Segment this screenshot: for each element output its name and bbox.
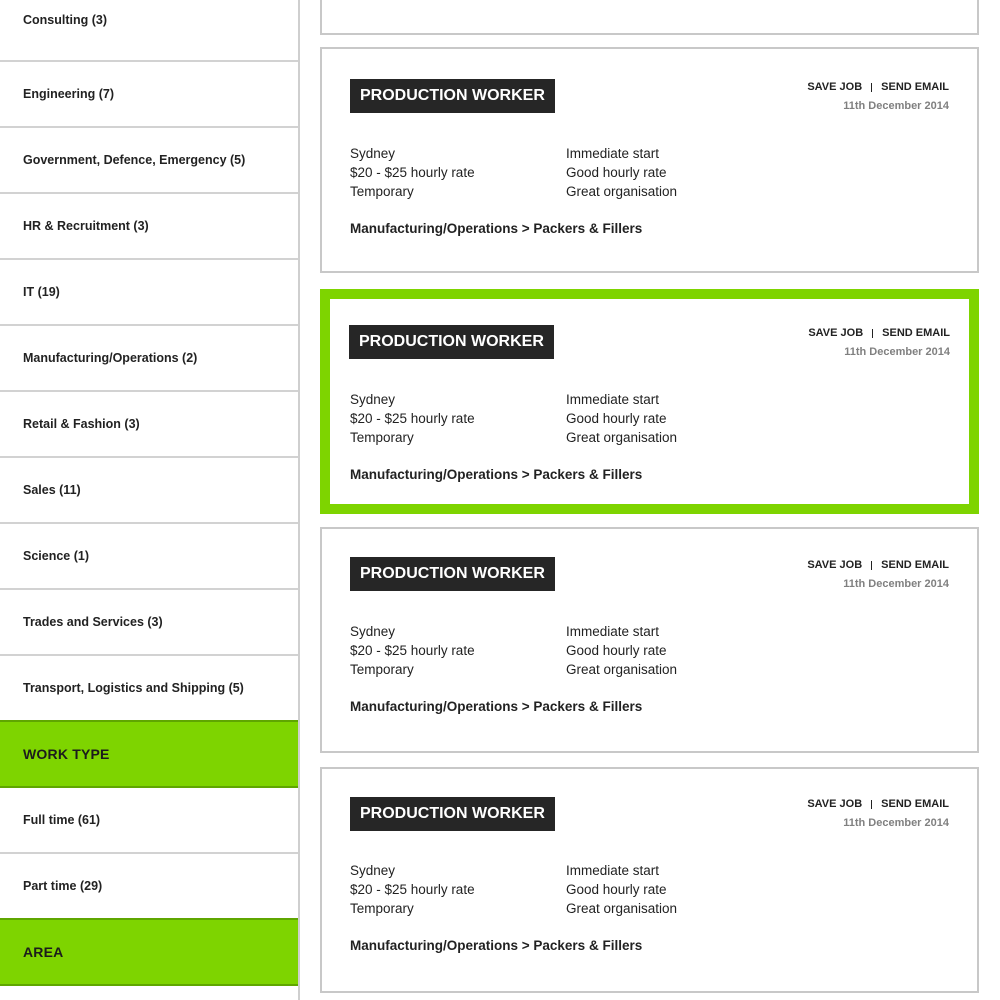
job-title[interactable]: PRODUCTION WORKER [350, 79, 555, 113]
save-job-link[interactable]: SAVE JOB [807, 798, 863, 810]
job-type: Temporary [350, 430, 414, 445]
job-details [350, 144, 475, 201]
job-date: 11th December 2014 [844, 346, 950, 358]
job-card[interactable] [320, 47, 979, 273]
job-actions [808, 327, 950, 339]
job-location: Sydney [350, 863, 396, 878]
job-rate: $20 - $25 hourly rate [350, 411, 475, 426]
action-divider [872, 329, 873, 338]
job-category[interactable]: Manufacturing/Operations > Packers & Fillers [350, 467, 643, 482]
action-divider [871, 83, 872, 92]
sidebar-item-full-time[interactable]: Full time (61) [0, 788, 298, 854]
job-details [350, 622, 475, 679]
save-job-link[interactable]: SAVE JOB [807, 559, 863, 571]
sidebar [0, 0, 300, 1000]
job-location: Sydney [350, 146, 396, 161]
job-title[interactable]: PRODUCTION WORKER [349, 325, 554, 359]
job-category[interactable]: Manufacturing/Operations > Packers & Fillers [350, 938, 643, 953]
sidebar-item-engineering[interactable]: Engineering (7) [0, 62, 298, 128]
job-card[interactable] [320, 527, 979, 753]
sidebar-item-consulting[interactable]: Consulting (3) [0, 0, 298, 62]
job-features [566, 622, 677, 679]
job-actions [807, 798, 949, 810]
job-actions [807, 559, 949, 571]
job-type: Temporary [350, 184, 414, 199]
job-category[interactable]: Manufacturing/Operations > Packers & Fillers [350, 221, 643, 236]
job-date: 11th December 2014 [843, 100, 949, 112]
job-feature: Good hourly rate [566, 643, 667, 658]
sidebar-item-sales[interactable]: Sales (11) [0, 458, 298, 524]
job-rate: $20 - $25 hourly rate [350, 165, 475, 180]
sidebar-item-government[interactable]: Government, Defence, Emergency (5) [0, 128, 298, 194]
job-feature: Immediate start [566, 624, 660, 639]
save-job-link[interactable]: SAVE JOB [808, 327, 864, 339]
job-type: Temporary [350, 662, 414, 677]
job-location: Sydney [350, 624, 396, 639]
sidebar-item-trades-services[interactable]: Trades and Services (3) [0, 590, 298, 656]
job-category[interactable]: Manufacturing/Operations > Packers & Fillers [350, 699, 643, 714]
job-rate: $20 - $25 hourly rate [350, 643, 475, 658]
sidebar-item-retail-fashion[interactable]: Retail & Fashion (3) [0, 392, 298, 458]
job-feature: Immediate start [566, 146, 660, 161]
job-card-active[interactable] [320, 289, 979, 514]
work-type-heading: WORK TYPE [0, 720, 298, 788]
job-actions [807, 81, 949, 93]
job-location: Sydney [350, 392, 396, 407]
job-features [566, 144, 677, 201]
job-feature: Immediate start [566, 863, 660, 878]
action-divider [871, 800, 872, 809]
job-rate: $20 - $25 hourly rate [350, 882, 475, 897]
job-date: 11th December 2014 [843, 817, 949, 829]
job-features [566, 390, 677, 447]
job-card[interactable] [320, 767, 979, 993]
job-feature: Great organisation [566, 430, 678, 445]
job-title[interactable]: PRODUCTION WORKER [350, 557, 555, 591]
sidebar-item-transport-logistics[interactable]: Transport, Logistics and Shipping (5) [0, 656, 298, 722]
job-details [350, 390, 475, 447]
job-card-partial [320, 0, 979, 35]
sidebar-item-it[interactable]: IT (19) [0, 260, 298, 326]
job-feature: Immediate start [566, 392, 660, 407]
job-type: Temporary [350, 901, 414, 916]
sidebar-item-part-time[interactable]: Part time (29) [0, 854, 298, 920]
job-feature: Good hourly rate [566, 165, 667, 180]
job-feature: Good hourly rate [566, 411, 667, 426]
job-feature: Great organisation [566, 901, 678, 916]
job-feature: Great organisation [566, 662, 678, 677]
job-title[interactable]: PRODUCTION WORKER [350, 797, 555, 831]
job-feature: Good hourly rate [566, 882, 667, 897]
area-heading: AREA [0, 918, 298, 986]
job-details [350, 861, 475, 918]
sidebar-item-hr-recruitment[interactable]: HR & Recruitment (3) [0, 194, 298, 260]
job-features [566, 861, 677, 918]
sidebar-item-manufacturing[interactable]: Manufacturing/Operations (2) [0, 326, 298, 392]
sidebar-item-science[interactable]: Science (1) [0, 524, 298, 590]
send-email-link[interactable]: SEND EMAIL [881, 81, 949, 93]
save-job-link[interactable]: SAVE JOB [807, 81, 863, 93]
send-email-link[interactable]: SEND EMAIL [881, 559, 949, 571]
job-feature: Great organisation [566, 184, 678, 199]
send-email-link[interactable]: SEND EMAIL [881, 798, 949, 810]
send-email-link[interactable]: SEND EMAIL [882, 327, 950, 339]
action-divider [871, 561, 872, 570]
job-date: 11th December 2014 [843, 578, 949, 590]
